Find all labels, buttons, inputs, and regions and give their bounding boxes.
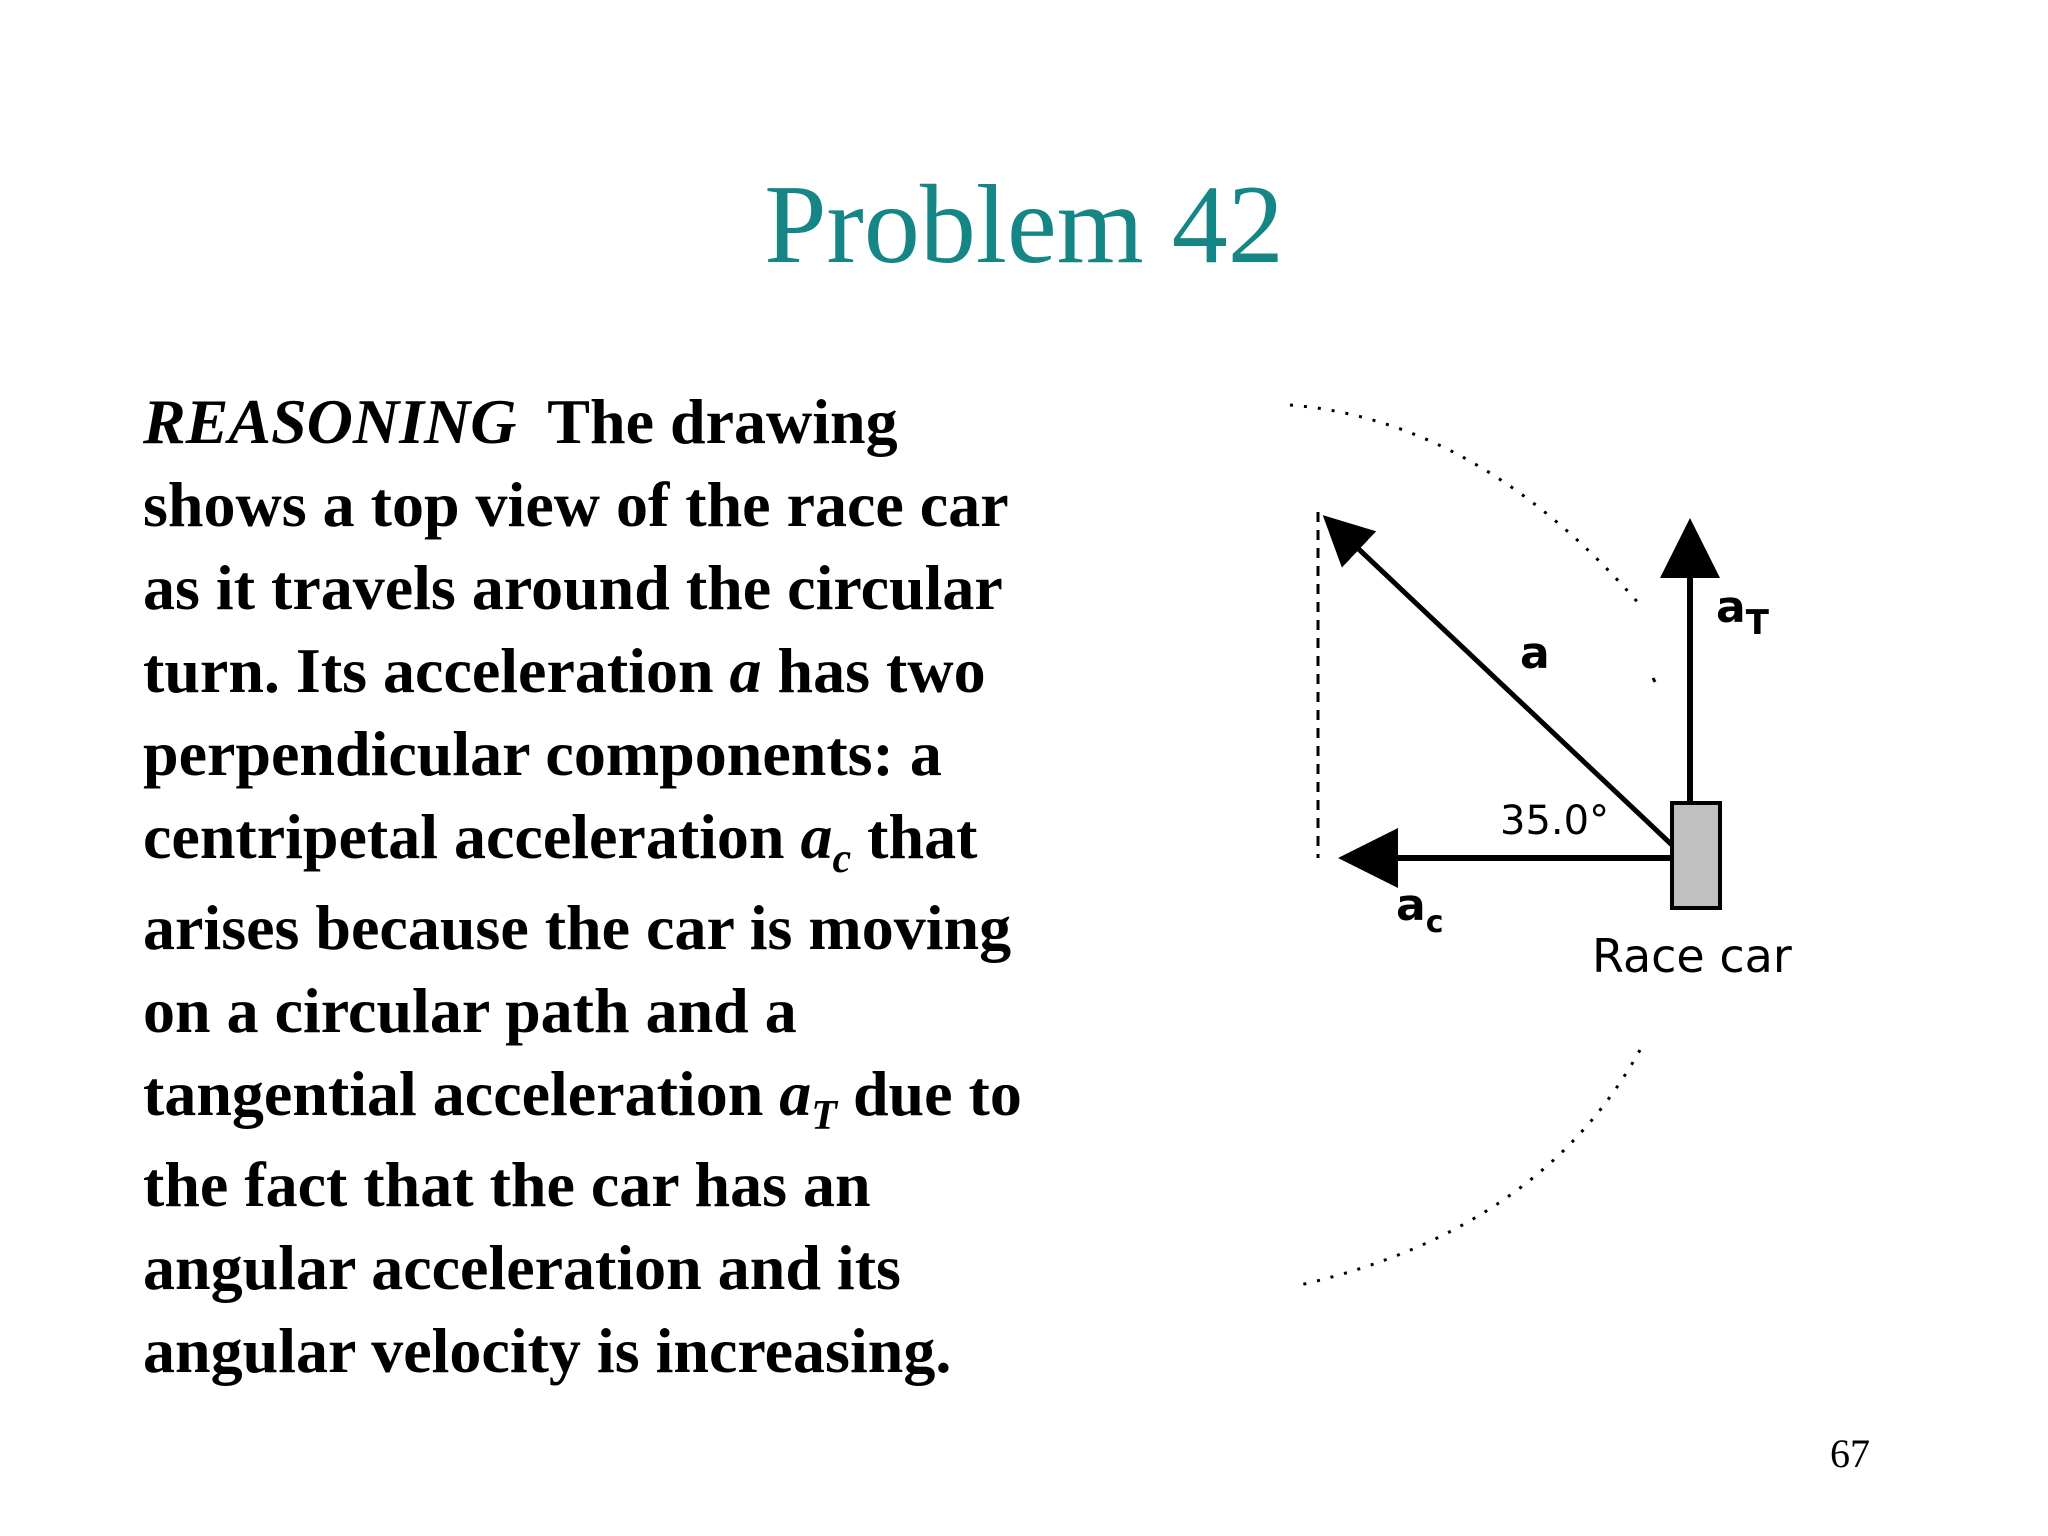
text-line-1 [143,380,1143,463]
track-dot [1653,678,1655,682]
text-line-10: the fact that the car has an [143,1149,871,1220]
text-fragment: The drawing [516,386,898,457]
text-fragment: due to [836,1058,1022,1129]
page-number: 67 [1830,1431,1870,1476]
text-line-3: as it travels around the circular [143,552,1003,623]
variable-a: a [729,635,762,706]
text-fragment: centripetal acceleration [143,801,801,872]
slide-title: Problem 42 [764,163,1284,287]
race-car-label: Race car [1592,929,1792,983]
label-aT: $a_T$ [1716,582,1769,643]
race-car-diagram [1240,380,1880,1340]
label-ac: $a_c$ [1396,880,1444,940]
race-car-block [1672,803,1720,908]
text-line-9 [143,1052,1143,1139]
text-fragment: has two [761,635,986,706]
angle-label: 35.0° [1500,798,1610,844]
variable-aT: a [779,1058,812,1129]
text-line-11: angular acceleration and its [143,1232,901,1303]
text-line-5: perpendicular components: a [143,718,942,789]
track-arc-upper [1290,405,1640,605]
text-line-7: arises because the car is moving [143,892,1012,963]
label-a: a [1520,628,1550,679]
text-fragment: turn. Its acceleration [143,635,730,706]
text-line-8: on a circular path and a [143,975,797,1046]
acceleration-vector-a [1330,522,1672,845]
text-line-4 [143,629,1143,712]
text-line-2: shows a top view of the race car [143,469,1009,540]
variable-ac: a [800,801,833,872]
reasoning-paragraph [143,380,1143,1392]
subscript-c: c [832,836,852,882]
reasoning-label: REASONING [143,386,517,457]
text-fragment: tangential acceleration [143,1058,780,1129]
subscript-T: T [811,1093,837,1139]
text-fragment: that [851,801,978,872]
text-line-12: angular velocity is increasing. [143,1315,952,1386]
text-line-6 [143,795,1143,882]
track-arc-lower [1300,1050,1640,1285]
